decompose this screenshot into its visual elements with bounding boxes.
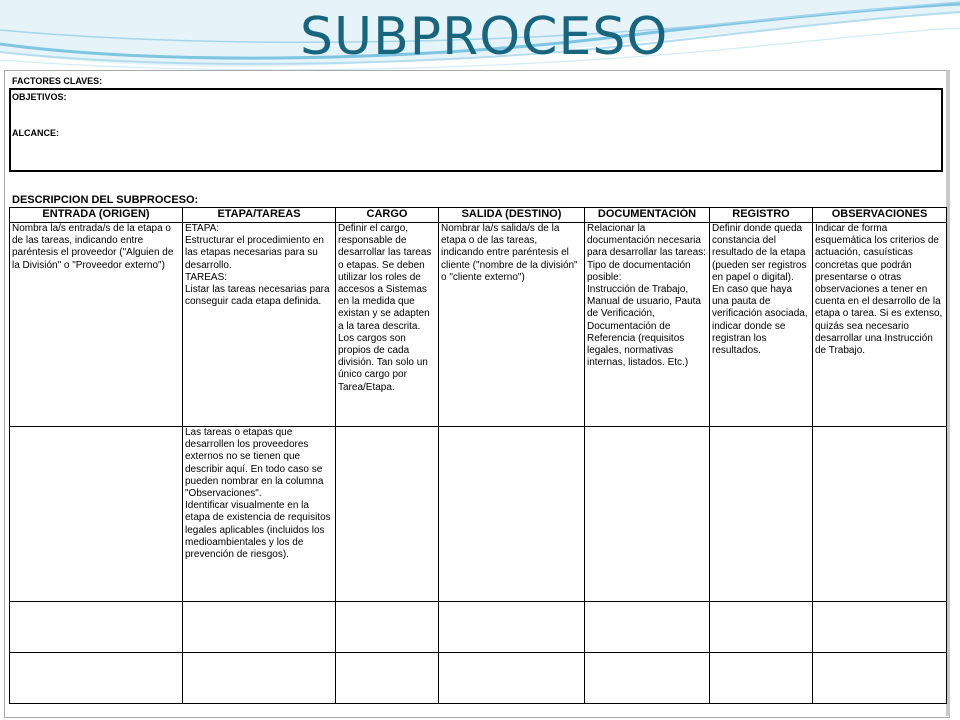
table-cell: [813, 653, 947, 704]
table-cell: [710, 602, 813, 653]
factores-claves-label: FACTORES CLAVES:: [12, 76, 103, 86]
table-cell: Las tareas o etapas que desarrollen los proveedores externos no se tienen que describir aquí. En todo caso se pueden nombrar en la columna "Observaciones". Identificar visualmente en la etapa de existencia de requisitos legales aplicables (incluidos los medioambientales y los de prevención de riesgos).: [183, 427, 336, 602]
header-cargo: CARGO: [336, 208, 439, 223]
table-cell: [585, 653, 710, 704]
table-cell: [439, 427, 585, 602]
table-cell: [710, 427, 813, 602]
table-cell: ETAPA: Estructurar el procedimiento en las etapas necesarias para su desarrollo. TAREAS: Listar las tareas necesarias para conseguir cada etapa definida.: [183, 223, 336, 427]
table-cell: [336, 653, 439, 704]
table-cell: [813, 427, 947, 602]
header-entrada: ENTRADA (ORIGEN): [10, 208, 183, 223]
header-observaciones: OBSERVACIONES: [813, 208, 947, 223]
objetivos-label: OBJETIVOS:: [12, 92, 67, 102]
alcance-label: ALCANCE:: [12, 128, 59, 138]
table-cell: [183, 602, 336, 653]
table-cell: [10, 653, 183, 704]
table-cell: Indicar de forma esquemática los criterios de actuación, casuísticas concretas que podrán presentarse o otras observaciones a tener en cuenta en el desarrollo de la etapa o tarea. Si es extenso, quizás sea necesario desarrollar una Instrucción de Trabajo.: [813, 223, 947, 427]
descripcion-subproceso-label: DESCRIPCION DEL SUBPROCESO:: [12, 194, 199, 206]
table-cell: [336, 602, 439, 653]
table-cell: [10, 602, 183, 653]
table-cell: Definir donde queda constancia del resultado de la etapa (pueden ser registros en papel o digital). En caso que haya una pauta de verificación asociada, indicar donde se registran los resultados.: [710, 223, 813, 427]
table-cell: [439, 653, 585, 704]
table-cell: [813, 602, 947, 653]
table-cell: [439, 602, 585, 653]
subprocess-table: [9, 207, 947, 704]
header-documentacion: DOCUMENTACIÓN: [585, 208, 710, 223]
table-header-row: [10, 208, 947, 223]
table-cell: [183, 653, 336, 704]
table-row: [10, 427, 947, 602]
header-salida: SALIDA (DESTINO): [439, 208, 585, 223]
header-etapa-tareas: ETAPA/TAREAS: [183, 208, 336, 223]
table-cell: Relacionar la documentación necesaria para desarrollar las tareas: Tipo de documentación posible: Instrucción de Trabajo, Manual de usuario, Pauta de Verificación, Documentación de Referencia (requisitos legales, normativas internas, listados. Etc.): [585, 223, 710, 427]
table-cell: Nombrar la/s salida/s de la etapa o de las tareas, indicando entre paréntesis el cliente ("nombre de la división" o "cliente externo"): [439, 223, 585, 427]
slide-title: SUBPROCESO: [300, 7, 669, 67]
header-registro: REGISTRO: [710, 208, 813, 223]
table-row: [10, 223, 947, 427]
table-cell: [585, 427, 710, 602]
table-row: [10, 602, 947, 653]
objetivos-alcance-box: [9, 88, 943, 172]
table-cell: [10, 427, 183, 602]
table-cell: Definir el cargo, responsable de desarrollar las tareas o etapas. Se deben utilizar los roles de accesos a Sistemas en la medida que existan y se adapten a la tarea descrita. Los cargos son propios de cada división. Tan solo un único cargo por Tarea/Etapa.: [336, 223, 439, 427]
table-cell: [585, 602, 710, 653]
table-cell: [336, 427, 439, 602]
table-row: [10, 653, 947, 704]
table-cell: [710, 653, 813, 704]
table-cell: Nombra la/s entrada/s de la etapa o de las tareas, indicando entre paréntesis el proveedor ("Alguien de la División" o "Proveedor externo"): [10, 223, 183, 427]
